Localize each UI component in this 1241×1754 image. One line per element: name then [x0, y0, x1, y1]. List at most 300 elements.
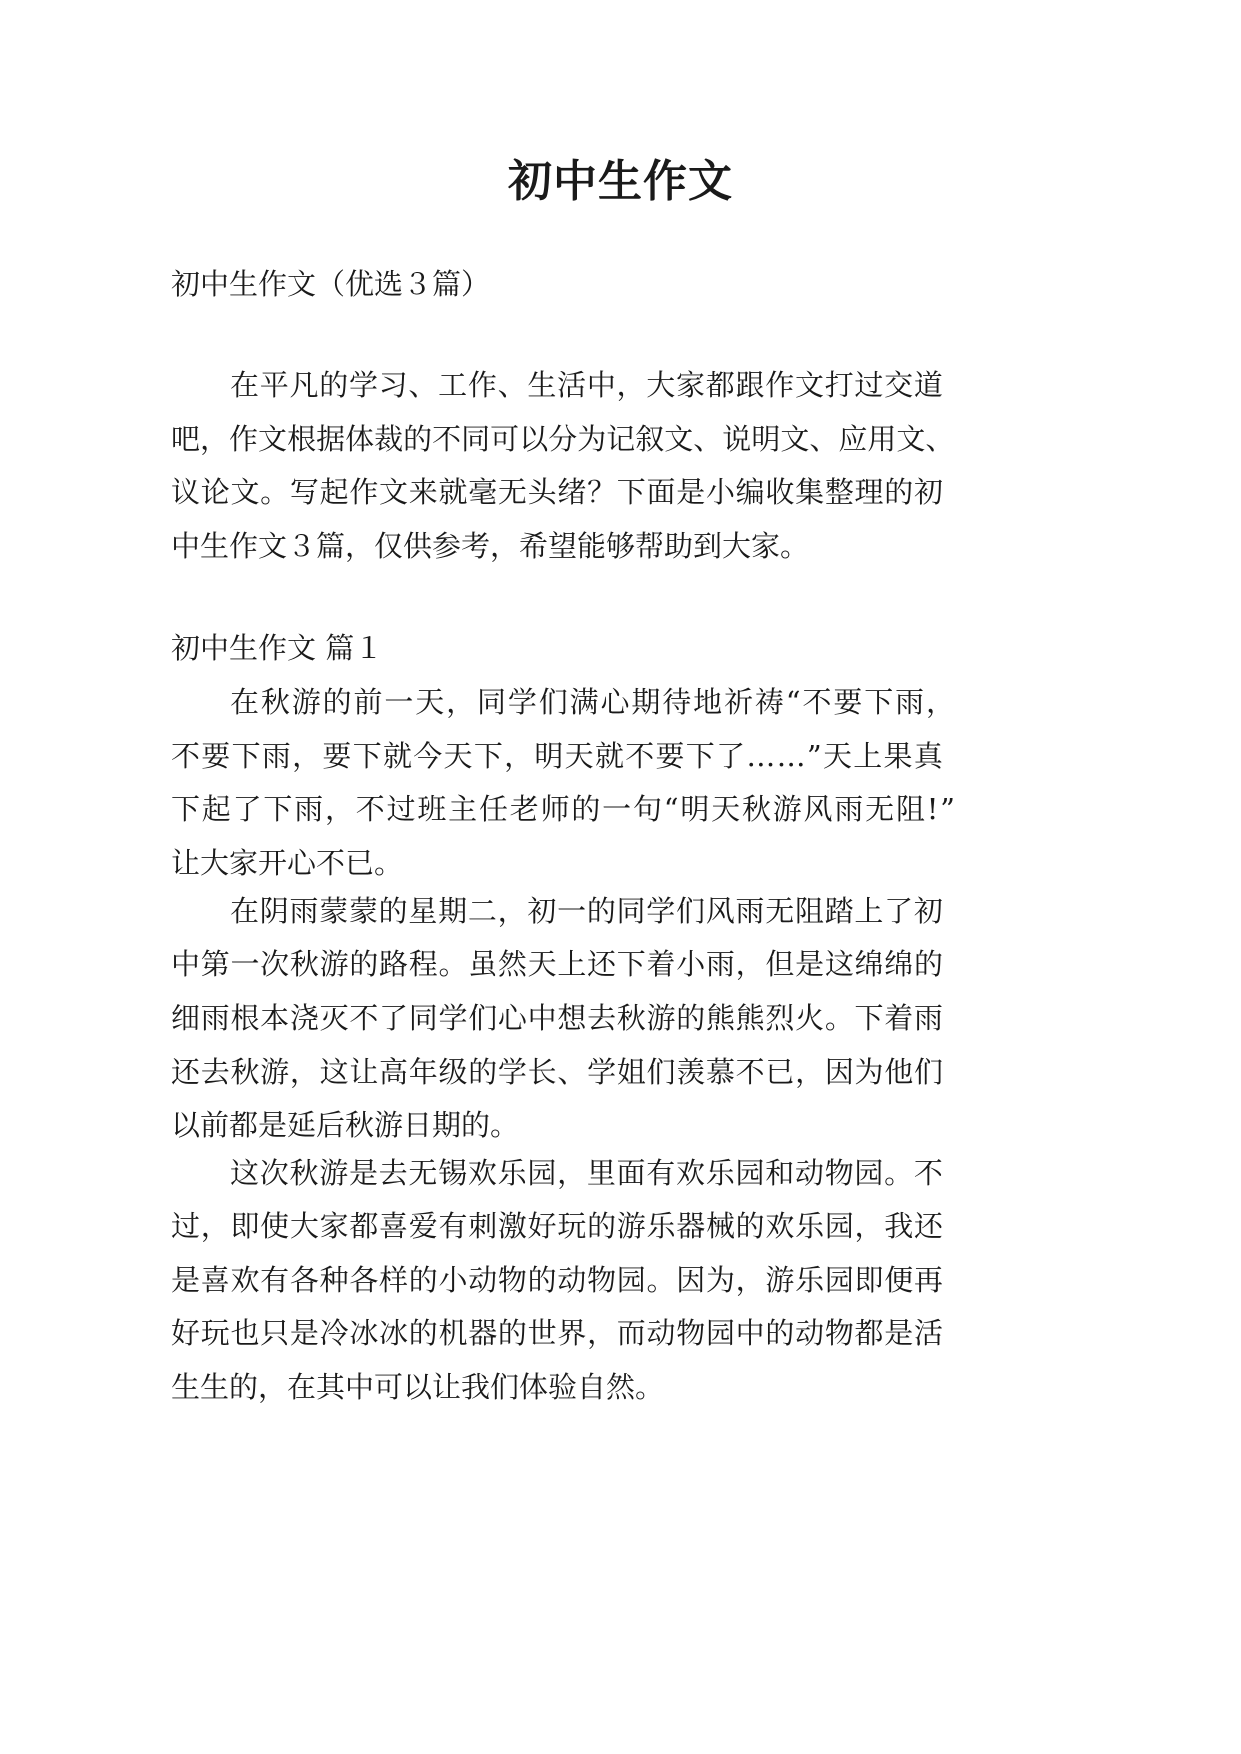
glyph: 吧: [171, 422, 201, 456]
glyph: 中: [586, 368, 616, 402]
glyph: 明: [751, 422, 781, 456]
glyph: 过: [171, 1209, 201, 1243]
glyph: 动: [794, 1156, 824, 1190]
glyph: 一: [557, 894, 587, 928]
glyph: 激: [497, 1209, 527, 1243]
glyph: 初: [913, 894, 943, 928]
glyph: ，: [324, 792, 354, 826]
glyph: 蒙: [319, 894, 349, 928]
glyph: 游: [319, 1156, 349, 1190]
glyph: 交: [884, 368, 914, 402]
glyph: 然: [497, 947, 527, 981]
glyph: 期: [438, 894, 468, 928]
glyph: 是: [884, 1316, 914, 1350]
glyph: 样: [379, 1263, 409, 1297]
glyph: 打: [824, 368, 854, 402]
paragraph-line: [171, 996, 943, 1040]
glyph: 小: [676, 947, 706, 981]
glyph: 理: [854, 475, 884, 509]
glyph: 来: [408, 475, 438, 509]
glyph: 上: [854, 894, 884, 928]
glyph: 好: [171, 1316, 201, 1350]
glyph: 有: [438, 1209, 468, 1243]
glyph: 机: [438, 1316, 468, 1350]
glyph: 就: [382, 739, 412, 773]
glyph: 游: [319, 947, 349, 981]
glyph: 同: [461, 422, 491, 456]
glyph: 下: [231, 739, 261, 773]
glyph: 整: [824, 475, 854, 509]
glyph: 让: [349, 1055, 379, 1089]
glyph: 园: [527, 1156, 557, 1190]
glyph: 是: [171, 1263, 201, 1297]
glyph: 班: [417, 792, 447, 826]
glyph: 明: [680, 792, 710, 826]
glyph: 乐: [795, 1263, 825, 1297]
glyph: 秋: [616, 1001, 646, 1035]
glyph: 了: [232, 792, 262, 826]
glyph: ”: [806, 739, 822, 773]
glyph: 刺: [468, 1209, 498, 1243]
glyph: 程: [408, 947, 438, 981]
glyph: 绵: [854, 947, 884, 981]
glyph: 细: [171, 1001, 201, 1035]
glyph: 是: [795, 947, 825, 981]
glyph: 初: [527, 894, 557, 928]
glyph: 记: [606, 422, 636, 456]
glyph: 、: [925, 422, 955, 456]
glyph: 还: [171, 1055, 201, 1089]
glyph: 根: [287, 422, 317, 456]
glyph: 雨: [705, 947, 735, 981]
paragraph-line: 生生的，在其中可以让我们体验自然。: [171, 1370, 665, 1404]
glyph: 动: [795, 1316, 825, 1350]
glyph: 文: [794, 368, 824, 402]
glyph: 满: [569, 685, 599, 719]
glyph: 还: [587, 947, 617, 981]
glyph: 也: [230, 1316, 260, 1350]
glyph: 雨: [913, 1001, 943, 1035]
glyph: 就: [594, 739, 624, 773]
glyph: 下: [864, 685, 894, 719]
glyph: 学: [497, 1055, 527, 1089]
glyph: 大: [289, 1209, 319, 1243]
glyph: 风: [803, 792, 833, 826]
glyph: 游: [291, 685, 321, 719]
glyph: 好: [527, 1209, 557, 1243]
glyph: 以: [519, 422, 549, 456]
glyph: 师: [540, 792, 570, 826]
glyph: 祈: [724, 685, 754, 719]
glyph: 们: [538, 685, 568, 719]
glyph: “: [663, 792, 679, 826]
glyph: 械: [705, 1209, 735, 1243]
glyph: 说: [722, 422, 752, 456]
glyph: 着: [884, 1001, 914, 1035]
glyph: 根: [230, 1001, 260, 1035]
glyph: 初: [913, 475, 943, 509]
glyph: 的: [913, 947, 943, 981]
glyph: ，: [735, 947, 765, 981]
section-heading: [171, 626, 943, 670]
glyph: 各: [349, 1263, 379, 1297]
glyph: 欢: [467, 1156, 497, 1190]
glyph: 长: [527, 1055, 557, 1089]
glyph: 不: [802, 685, 832, 719]
glyph: 文: [230, 475, 260, 509]
glyph: 平: [259, 368, 289, 402]
paragraph-line: [171, 1050, 943, 1094]
glyph: 的: [408, 1263, 438, 1297]
glyph: 乐: [646, 1209, 676, 1243]
glyph: 、: [693, 422, 723, 456]
glyph: 级: [438, 1055, 468, 1089]
glyph: ，: [446, 685, 476, 719]
glyph: 下: [352, 739, 382, 773]
glyph: 下: [171, 792, 201, 826]
glyph: 用: [867, 422, 897, 456]
glyph: 即: [230, 1209, 260, 1243]
glyph: 写: [289, 475, 319, 509]
glyph: 要: [201, 739, 231, 773]
glyph: 们: [646, 1055, 676, 1089]
glyph: 们: [468, 1001, 498, 1035]
glyph: 了: [716, 739, 746, 773]
glyph: 任: [478, 792, 508, 826]
glyph: 果: [883, 739, 913, 773]
glyph: 物: [676, 1316, 706, 1350]
glyph: 欢: [676, 1156, 706, 1190]
glyph: 为: [854, 1055, 884, 1089]
glyph: 。: [646, 1263, 676, 1297]
glyph: 的: [378, 894, 408, 928]
glyph: 前: [353, 685, 383, 719]
glyph: 器: [468, 1316, 498, 1350]
paragraph-line: 以前都是延后秋游日期的。: [171, 1108, 520, 1142]
glyph: 道: [913, 368, 943, 402]
glyph: 为: [705, 1263, 735, 1297]
glyph: 去: [378, 1156, 408, 1190]
glyph: 应: [838, 422, 868, 456]
glyph: 天: [443, 739, 473, 773]
glyph: 冰: [379, 1316, 409, 1350]
glyph: 园: [705, 1316, 735, 1350]
glyph: 下: [263, 792, 293, 826]
glyph: 工: [438, 368, 468, 402]
glyph: 要: [833, 685, 863, 719]
glyph: 们: [676, 894, 706, 928]
document-subtitle: [171, 262, 951, 306]
glyph: 裁: [374, 422, 404, 456]
glyph: 慕: [705, 1055, 735, 1089]
glyph: 世: [527, 1316, 557, 1350]
glyph: 都: [349, 1209, 379, 1243]
paragraph-line: [171, 942, 943, 986]
glyph: 的: [322, 685, 352, 719]
glyph: 小: [438, 1263, 468, 1297]
glyph: 体: [345, 422, 375, 456]
glyph: 期: [631, 685, 661, 719]
glyph: 但: [765, 947, 795, 981]
glyph: 冰: [349, 1316, 379, 1350]
glyph: ”: [940, 792, 955, 826]
glyph: 游: [260, 1055, 290, 1089]
glyph: 叙: [635, 422, 665, 456]
glyph: 要: [655, 739, 685, 773]
glyph: 学: [507, 685, 537, 719]
glyph: 欢: [765, 1209, 795, 1243]
glyph: 文: [896, 422, 926, 456]
glyph: 秋: [741, 792, 771, 826]
glyph: 文: [258, 422, 288, 456]
glyph: 我: [884, 1209, 914, 1243]
glyph: 便: [884, 1263, 914, 1297]
glyph: 句: [632, 792, 662, 826]
glyph: 器: [676, 1209, 706, 1243]
glyph: 风: [705, 894, 735, 928]
glyph: 去: [587, 1001, 617, 1035]
glyph: 爱: [408, 1209, 438, 1243]
intro-line: [230, 363, 943, 407]
glyph: 分: [548, 422, 578, 456]
glyph: 他: [884, 1055, 914, 1089]
glyph: 过: [854, 368, 884, 402]
glyph: 羡: [676, 1055, 706, 1089]
glyph: 秋: [289, 947, 319, 981]
glyph: 的: [408, 1316, 438, 1350]
document-title: 初中生作文: [508, 156, 733, 207]
glyph: 的: [587, 1209, 617, 1243]
glyph: 的: [319, 368, 349, 402]
glyph: 在: [230, 894, 260, 928]
glyph: 可: [490, 422, 520, 456]
glyph: 姐: [616, 1055, 646, 1089]
glyph: 。: [260, 475, 290, 509]
glyph: 已: [765, 1055, 795, 1089]
glyph: 园: [735, 1156, 765, 1190]
glyph: ？: [587, 475, 617, 509]
glyph: 文: [379, 475, 409, 509]
glyph: 游: [772, 792, 802, 826]
glyph: 本: [260, 1001, 290, 1035]
glyph: 大: [646, 368, 676, 402]
glyph: 动: [557, 1263, 587, 1297]
glyph: 阴: [259, 894, 289, 928]
glyph: 今: [413, 739, 443, 773]
glyph: 动: [468, 1263, 498, 1297]
glyph: 高: [379, 1055, 409, 1089]
glyph: 不: [355, 792, 385, 826]
glyph: 游: [765, 1263, 795, 1297]
glyph: 家: [676, 368, 706, 402]
glyph: 火: [795, 1001, 825, 1035]
glyph: 不: [432, 422, 462, 456]
glyph: ，: [925, 685, 955, 719]
glyph: 中: [171, 947, 201, 981]
glyph: 次: [260, 947, 290, 981]
glyph: 头: [527, 475, 557, 509]
glyph: ，: [292, 739, 322, 773]
glyph: 在: [230, 368, 260, 402]
glyph: 是: [348, 1156, 378, 1190]
glyph: 作: [765, 368, 795, 402]
glyph: 据: [316, 422, 346, 456]
glyph: 使: [260, 1209, 290, 1243]
glyph: 。: [884, 1156, 914, 1190]
glyph: 乐: [497, 1156, 527, 1190]
glyph: 集: [795, 475, 825, 509]
glyph: 活: [913, 1316, 943, 1350]
subtitle-text: 初中生作文（优选３篇）: [171, 267, 491, 301]
glyph: 凡: [289, 368, 319, 402]
glyph: 。: [824, 1001, 854, 1035]
paragraph-line: [230, 1151, 943, 1195]
glyph: 心: [497, 1001, 527, 1035]
glyph: 是: [676, 475, 706, 509]
glyph: 物: [824, 1316, 854, 1350]
glyph: 了: [379, 1001, 409, 1035]
glyph: 不: [625, 739, 655, 773]
glyph: 生: [527, 368, 557, 402]
glyph: 乐: [705, 1156, 735, 1190]
glyph: 天: [711, 792, 741, 826]
paragraph-line: [230, 889, 943, 933]
glyph: 上: [557, 947, 587, 981]
glyph: 有: [260, 1263, 290, 1297]
glyph: 学: [587, 1055, 617, 1089]
glyph: 雨: [289, 894, 319, 928]
section-heading-text: 初中生作文 篇１: [171, 631, 384, 665]
paragraph-line: [171, 787, 955, 831]
glyph: 无: [408, 1156, 438, 1190]
glyph: 的: [527, 1263, 557, 1297]
glyph: 面: [616, 1156, 646, 1190]
glyph: 中: [527, 1001, 557, 1035]
glyph: 作: [229, 422, 259, 456]
glyph: 编: [735, 475, 765, 509]
glyph: 下: [685, 739, 715, 773]
glyph: 次: [259, 1156, 289, 1190]
paragraph-line: [171, 1258, 943, 1302]
glyph: 的: [571, 792, 601, 826]
paragraph-line: [171, 734, 943, 778]
glyph: 喜: [379, 1209, 409, 1243]
glyph: 、: [497, 368, 527, 402]
glyph: 学: [438, 1001, 468, 1035]
glyph: 、: [408, 368, 438, 402]
glyph: 作: [467, 368, 497, 402]
glyph: 的: [735, 1209, 765, 1243]
glyph: 、: [557, 1055, 587, 1089]
glyph: 雨: [200, 1001, 230, 1035]
glyph: 再: [913, 1263, 943, 1297]
paragraph-line: [171, 1311, 943, 1355]
glyph: ，: [200, 422, 230, 456]
glyph: 都: [705, 368, 735, 402]
glyph: ，: [497, 894, 527, 928]
glyph: 想: [557, 1001, 587, 1035]
glyph: 学: [348, 368, 378, 402]
glyph: 锡: [438, 1156, 468, 1190]
paragraph-line: 让大家开心不已。: [171, 846, 404, 880]
glyph: !: [926, 792, 939, 826]
glyph: ，: [795, 1055, 825, 1089]
glyph: ，: [854, 1209, 884, 1243]
glyph: 这: [230, 1156, 260, 1190]
glyph: 天: [527, 947, 557, 981]
glyph: 无: [497, 475, 527, 509]
glyph: 习: [378, 368, 408, 402]
glyph: 的: [676, 1001, 706, 1035]
glyph: 熊: [705, 1001, 735, 1035]
glyph: 不: [735, 1055, 765, 1089]
glyph: ，: [616, 368, 646, 402]
glyph: 游: [616, 1209, 646, 1243]
glyph: ，: [557, 1156, 587, 1190]
glyph: 玩: [200, 1316, 230, 1350]
glyph: 欢: [230, 1263, 260, 1297]
glyph: 种: [319, 1263, 349, 1297]
glyph: 活: [557, 368, 587, 402]
glyph: 在: [230, 685, 260, 719]
glyph: 的: [349, 947, 379, 981]
glyph: 雨: [294, 792, 324, 826]
intro-line: [171, 470, 943, 514]
glyph: 一: [230, 947, 260, 981]
glyph: 小: [705, 475, 735, 509]
glyph: 祷: [754, 685, 784, 719]
glyph: 二: [467, 894, 497, 928]
glyph: 去: [200, 1055, 230, 1089]
glyph: 虽: [468, 947, 498, 981]
paragraph-line: [171, 1204, 943, 1248]
glyph: 阻: [895, 792, 925, 826]
glyph: 园: [854, 1156, 884, 1190]
glyph: 阻: [794, 894, 824, 928]
glyph: 就: [438, 475, 468, 509]
glyph: ，: [587, 1316, 617, 1350]
glyph: 下: [616, 947, 646, 981]
glyph: 物: [587, 1263, 617, 1297]
glyph: 不: [913, 1156, 943, 1190]
glyph: 和: [765, 1156, 795, 1190]
glyph: 因: [824, 1055, 854, 1089]
glyph: 。: [438, 947, 468, 981]
glyph: 老: [509, 792, 539, 826]
glyph: 绵: [884, 947, 914, 981]
glyph: 动: [646, 1316, 676, 1350]
glyph: 这: [319, 1055, 349, 1089]
glyph: 的: [586, 894, 616, 928]
glyph: 乐: [795, 1209, 825, 1243]
glyph: 了: [884, 894, 914, 928]
glyph: 年: [408, 1055, 438, 1089]
glyph: 一: [384, 685, 414, 719]
glyph: 毫: [468, 475, 498, 509]
glyph: 的: [403, 422, 433, 456]
glyph: 的: [468, 1055, 498, 1089]
glyph: 还: [913, 1209, 943, 1243]
glyph: 中: [735, 1316, 765, 1350]
glyph: 即: [854, 1263, 884, 1297]
glyph: 待: [662, 685, 692, 719]
glyph: 浇: [289, 1001, 319, 1035]
glyph: 踏: [824, 894, 854, 928]
glyph: 秋: [260, 685, 290, 719]
glyph: 不: [349, 1001, 379, 1035]
glyph: 园: [616, 1263, 646, 1297]
glyph: 秋: [230, 1055, 260, 1089]
